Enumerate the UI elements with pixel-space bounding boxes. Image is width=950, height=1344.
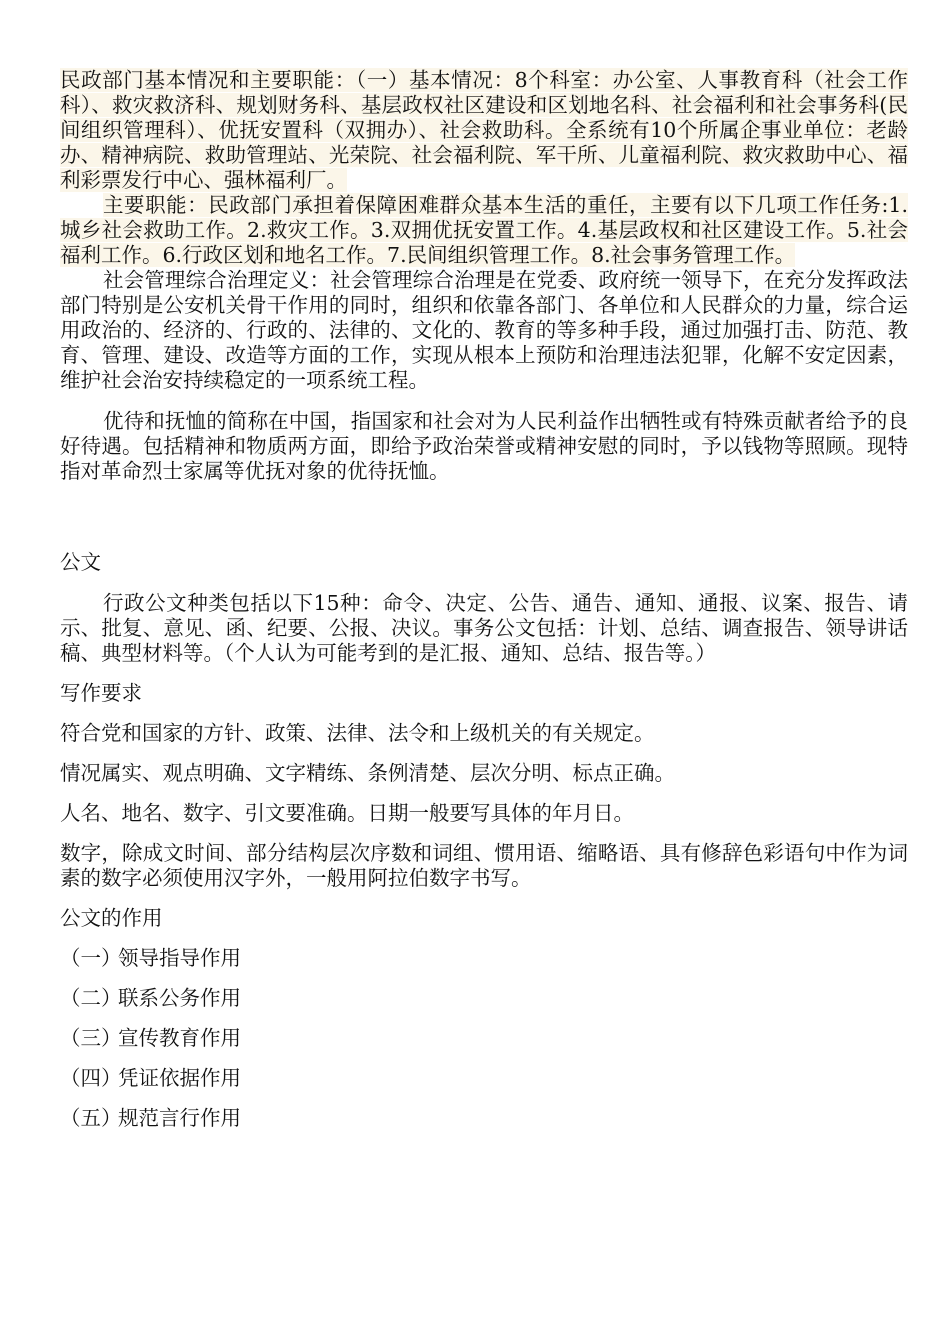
main-duties-text: 主要职能：民政部门承担着保障困难群众基本生活的重任，主要有以下几项工作任务:1.城乡社会救助工作。2.救灾工作。3.双拥优抚安置工作。4.基层政权和社区建设工作。5.社会福利工作。6.行政区划和地名工作。7.民间组织管理工作。8.社会事务管理工作。 (60, 193, 908, 267)
role-item (60, 1026, 908, 1051)
basic-info-paragraph (60, 68, 908, 193)
requirement-item: 人名、地名、数字、引文要准确。日期一般要写具体的年月日。 (60, 801, 634, 825)
main-duties-paragraph (60, 193, 908, 268)
social-management-paragraph: 社会管理综合治理定义：社会管理综合治理是在党委、政府统一领导下，在充分发挥政法部门特别是公安机关骨干作用的同时，组织和依靠各部门、各单位和人民群众的力量，综合运用政治的、经济的、行政的、法律的、文化的、教育的等多种手段，通过加强打击、防范、教育、管理、建设、改造等方面的工作，实现从根本上预防和治理违法犯罪，化解不安定因素，维护社会治安持续稳定的一项系统工程。 (60, 268, 908, 392)
document-page (60, 68, 908, 1131)
role-item-number: （三） (60, 1026, 122, 1050)
requirement-item: 情况属实、观点明确、文字精练、条例清楚、层次分明、标点正确。 (60, 761, 675, 785)
role-item (60, 946, 908, 971)
role-item-number: （二） (60, 986, 122, 1010)
writing-requirements-heading: 写作要求 (60, 681, 142, 705)
role-item-text: 领导指导作用 (118, 946, 241, 970)
role-item (60, 986, 908, 1011)
requirement-item: 符合党和国家的方针、政策、法律、法令和上级机关的有关规定。 (60, 721, 655, 745)
document-role-heading: 公文的作用 (60, 906, 163, 930)
gongwen-types-paragraph: 行政公文种类包括以下15种：命令、决定、公告、通告、通知、通报、议案、报告、请示、批复、意见、函、纪要、公报、决议。事务公文包括：计划、总结、调查报告、领导讲话稿、典型材料等。（个人认为可能考到的是汇报、通知、总结、报告等。） (60, 591, 908, 665)
role-item-text: 凭证依据作用 (118, 1066, 241, 1090)
role-item-number: （五） (60, 1106, 122, 1130)
basic-info-text: 民政部门基本情况和主要职能：（一）基本情况：8个科室：办公室、人事教育科（社会工作科）、救灾救济科、规划财务科、基层政权社区建设和区划地名科、社会福利和社会事务科(民间组织管理科）、优抚安置科（双拥办）、社会救助科。全系统有10个所属企事业单位：老龄办、精神病院、救助管理站、光荣院、社会福利院、军干所、儿童福利院、救灾救助中心、福利彩票发行中心、强林福利厂。 (60, 68, 908, 192)
role-item-text: 联系公务作用 (118, 986, 241, 1010)
role-item-text: 宣传教育作用 (118, 1026, 241, 1050)
youfu-paragraph: 优待和抚恤的简称在中国，指国家和社会对为人民利益作出牺牲或有特殊贡献者给予的良好待遇。包括精神和物质两方面，即给予政治荣誉或精神安慰的同时，予以钱物等照顾。现特指对革命烈士家属等优抚对象的优待抚恤。 (60, 409, 908, 483)
role-item-number: （四） (60, 1066, 122, 1090)
role-item-text: 规范言行作用 (118, 1106, 241, 1130)
role-item (60, 1106, 908, 1131)
requirement-item: 数字，除成文时间、部分结构层次序数和词组、惯用语、缩略语、具有修辞色彩语句中作为词素的数字必须使用汉字外，一般用阿拉伯数字书写。 (60, 841, 908, 890)
role-item (60, 1066, 908, 1091)
gongwen-heading: 公文 (60, 550, 101, 574)
role-item-number: （一） (60, 946, 122, 970)
